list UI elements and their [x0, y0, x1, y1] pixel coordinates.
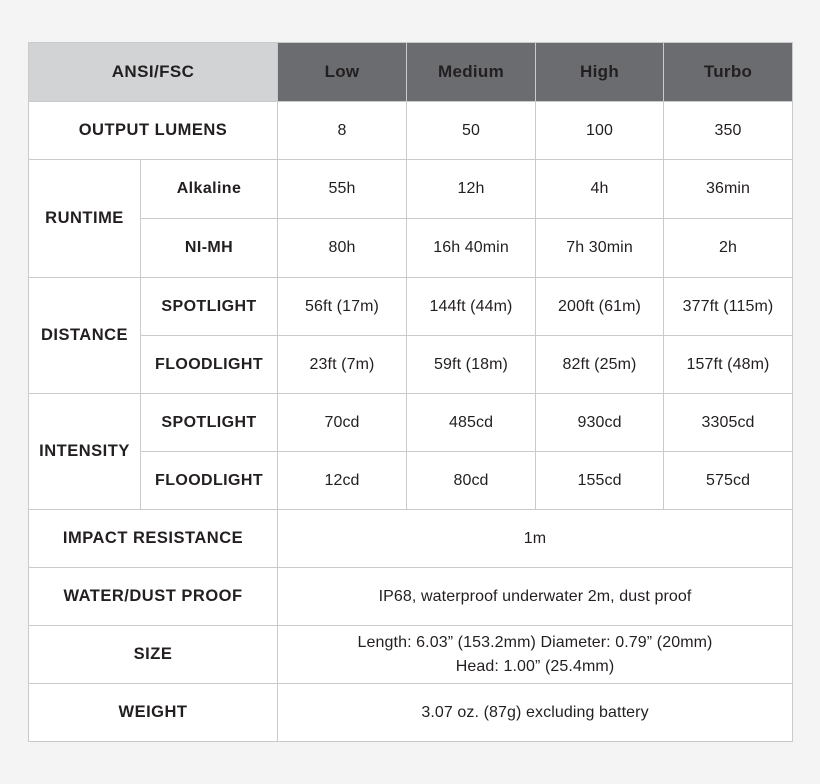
label-distance: DISTANCE [29, 278, 141, 394]
value-output-lumens-high: 100 [536, 102, 664, 160]
table-row-impact-resistance [29, 510, 793, 568]
sublabel-runtime-alkaline: Alkaline [141, 160, 278, 219]
sublabel-distance-floodlight: FLOODLIGHT [141, 336, 278, 394]
table-row-water-dust-proof [29, 568, 793, 626]
value-distance-floodlight-low: 23ft (7m) [278, 336, 407, 394]
value-intensity-spotlight-turbo: 3305cd [664, 394, 793, 452]
label-output-lumens: OUTPUT LUMENS [29, 102, 278, 160]
table-header-row [29, 43, 793, 102]
value-runtime-nimh-high: 7h 30min [536, 219, 664, 278]
header-mode-turbo: Turbo [664, 43, 793, 102]
value-output-lumens-low: 8 [278, 102, 407, 160]
table-row-output-lumens [29, 102, 793, 160]
value-intensity-spotlight-medium: 485cd [407, 394, 536, 452]
value-distance-floodlight-high: 82ft (25m) [536, 336, 664, 394]
value-distance-spotlight-medium: 144ft (44m) [407, 278, 536, 336]
value-size-line-1: Length: 6.03” (153.2mm) Diameter: 0.79” (20mm) [357, 634, 713, 652]
value-distance-spotlight-high: 200ft (61m) [536, 278, 664, 336]
table-row-weight [29, 684, 793, 742]
value-runtime-alkaline-low: 55h [278, 160, 407, 219]
value-runtime-alkaline-turbo: 36min [664, 160, 793, 219]
value-intensity-spotlight-high: 930cd [536, 394, 664, 452]
header-mode-medium: Medium [407, 43, 536, 102]
value-distance-spotlight-low: 56ft (17m) [278, 278, 407, 336]
value-water-dust-proof: IP68, waterproof underwater 2m, dust proof [278, 568, 793, 626]
value-size-line-2: Head: 1.00” (25.4mm) [455, 657, 615, 675]
value-output-lumens-medium: 50 [407, 102, 536, 160]
label-weight: WEIGHT [29, 684, 278, 742]
value-impact-resistance: 1m [278, 510, 793, 568]
table-row-intensity-spotlight [29, 394, 793, 452]
table-row-intensity-floodlight [29, 452, 793, 510]
value-runtime-nimh-low: 80h [278, 219, 407, 278]
value-runtime-alkaline-medium: 12h [407, 160, 536, 219]
value-runtime-nimh-turbo: 2h [664, 219, 793, 278]
value-weight: 3.07 oz. (87g) excluding battery [278, 684, 793, 742]
value-output-lumens-turbo: 350 [664, 102, 793, 160]
label-water-dust-proof: WATER/DUST PROOF [29, 568, 278, 626]
sublabel-runtime-nimh: NI-MH [141, 219, 278, 278]
value-distance-floodlight-medium: 59ft (18m) [407, 336, 536, 394]
label-size: SIZE [29, 626, 278, 684]
sublabel-intensity-spotlight: SPOTLIGHT [141, 394, 278, 452]
value-intensity-spotlight-low: 70cd [278, 394, 407, 452]
value-intensity-floodlight-high: 155cd [536, 452, 664, 510]
value-size [278, 626, 793, 684]
value-runtime-alkaline-high: 4h [536, 160, 664, 219]
table-row-size [29, 626, 793, 684]
value-intensity-floodlight-medium: 80cd [407, 452, 536, 510]
header-mode-high: High [536, 43, 664, 102]
value-intensity-floodlight-low: 12cd [278, 452, 407, 510]
sublabel-intensity-floodlight: FLOODLIGHT [141, 452, 278, 510]
table-row-distance-floodlight [29, 336, 793, 394]
label-impact-resistance: IMPACT RESISTANCE [29, 510, 278, 568]
value-intensity-floodlight-turbo: 575cd [664, 452, 793, 510]
specification-table-container [28, 42, 792, 742]
label-runtime: RUNTIME [29, 160, 141, 278]
header-ansi-fsc: ANSI/FSC [29, 43, 278, 102]
specification-table [28, 42, 793, 742]
header-mode-low: Low [278, 43, 407, 102]
value-distance-floodlight-turbo: 157ft (48m) [664, 336, 793, 394]
sublabel-distance-spotlight: SPOTLIGHT [141, 278, 278, 336]
table-row-runtime-nimh [29, 219, 793, 278]
value-distance-spotlight-turbo: 377ft (115m) [664, 278, 793, 336]
label-intensity: INTENSITY [29, 394, 141, 510]
value-runtime-nimh-medium: 16h 40min [407, 219, 536, 278]
table-row-distance-spotlight [29, 278, 793, 336]
table-row-runtime-alkaline [29, 160, 793, 219]
